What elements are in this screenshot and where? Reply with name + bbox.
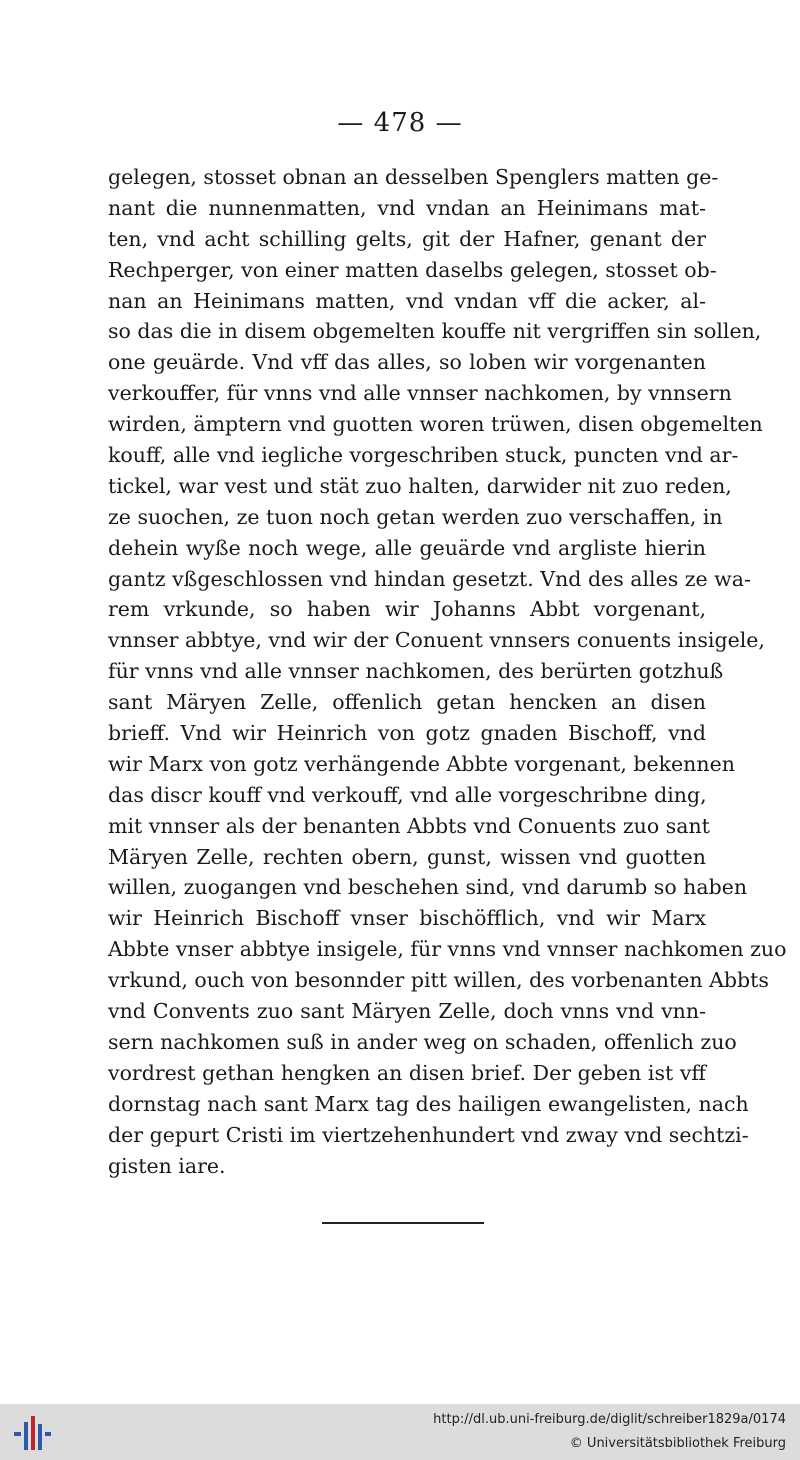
text-line: mit vnnser als der benanten Abbts vnd Conuents zuo sant — [108, 813, 710, 838]
text-line: sern nachkomen suß in ander weg on schaden, offenlich zuo — [108, 1029, 737, 1054]
text-line: ten, vnd acht schilling gelts, git der Hafner, genant der — [108, 226, 706, 251]
text-line: sant Märyen Zelle, offenlich getan hencken an disen — [108, 690, 706, 715]
text-line: wirden, ämptern vnd guotten woren trüwen, disen obgemelten — [108, 412, 763, 437]
text-line: gelegen, stosset obnan an desselben Spenglers matten ge- — [108, 165, 719, 189]
text-line: das discr kouff vnd verkouff, vnd alle vorgeschribne ding, — [108, 782, 707, 807]
text-line: one geuärde. Vnd vff das alles, so loben wir vorgenanten — [108, 350, 706, 375]
text-line: brieff. Vnd wir Heinrich von gotz gnaden Bischoff, vnd — [108, 721, 706, 746]
text-line: nan an Heinimans matten, vnd vndan vff die acker, al- — [108, 288, 706, 313]
page-number: — 478 — — [337, 108, 463, 138]
text-line: nant die nunnenmatten, vnd vndan an Heinimans mat- — [108, 195, 706, 220]
footer-copyright: © Universitätsbibliothek Freiburg — [569, 1436, 786, 1451]
text-line: Märyen Zelle, rechten obern, gunst, wissen vnd guotten — [108, 844, 706, 869]
text-line: tickel, war vest und stät zuo halten, darwider nit zuo reden, — [108, 473, 732, 498]
text-line: vnnser abbtye, vnd wir der Conuent vnnsers conuents insigele, — [108, 628, 765, 653]
text-line: Abbte vnser abbtye insigele, für vnns vnd vnnser nachkomen zuo — [108, 937, 787, 962]
text-line: für vnns vnd alle vnnser nachkomen, des berürten gotzhuß — [108, 659, 724, 684]
text-line: dornstag nach sant Marx tag des hailigen ewangelisten, nach — [108, 1091, 749, 1116]
text-line: gantz vßgeschlossen vnd hindan gesetzt. Vnd des alles ze wa- — [108, 566, 751, 591]
text-line: ze suochen, ze tuon noch getan werden zuo verschaffen, in — [108, 504, 723, 529]
text-line: verkouffer, für vnns vnd alle vnnser nachkomen, by vnnsern — [108, 381, 732, 406]
text-line: vordrest gethan hengken an disen brief. Der geben ist vff — [108, 1060, 706, 1085]
text-line: willen, zuogangen vnd beschehen sind, vnd darumb so haben — [108, 875, 748, 900]
text-line: rem vrkunde, so haben wir Johanns Abbt vorgenant, — [108, 597, 706, 622]
text-line: wir Heinrich Bischoff vnser bischöfflich, vnd wir Marx — [108, 906, 706, 931]
digital-library-logo-icon[interactable] — [10, 1412, 54, 1456]
text-line: so das die in disem obgemelten kouffe nit vergriffen sin sollen, — [108, 319, 762, 344]
body-text — [108, 162, 787, 1181]
text-line: wir Marx von gotz verhängende Abbte vorgenant, bekennen — [108, 751, 735, 776]
text-line: Rechperger, von einer matten daselbs gelegen, stosset ob- — [108, 257, 717, 282]
text-line: der gepurt Cristi im viertzehenhundert vnd zway vnd sechtzi- — [108, 1122, 749, 1147]
text-line: kouff, alle vnd iegliche vorgeschriben stuck, puncten vnd ar- — [108, 443, 739, 468]
footer-url-link[interactable]: http://dl.ub.uni-freiburg.de/diglit/schreiber1829a/0174 — [433, 1412, 786, 1427]
end-rule — [322, 1222, 484, 1224]
text-line: vrkund, ouch von besonnder pitt willen, des vorbenanten Abbts — [108, 968, 769, 993]
text-line: dehein wyße noch wege, alle geuärde vnd argliste hierin — [108, 535, 706, 560]
footer-bar — [0, 1404, 800, 1460]
text-line: vnd Convents zuo sant Märyen Zelle, doch vnns vnd vnn- — [108, 999, 706, 1024]
text-line: gisten iare. — [108, 1153, 226, 1178]
